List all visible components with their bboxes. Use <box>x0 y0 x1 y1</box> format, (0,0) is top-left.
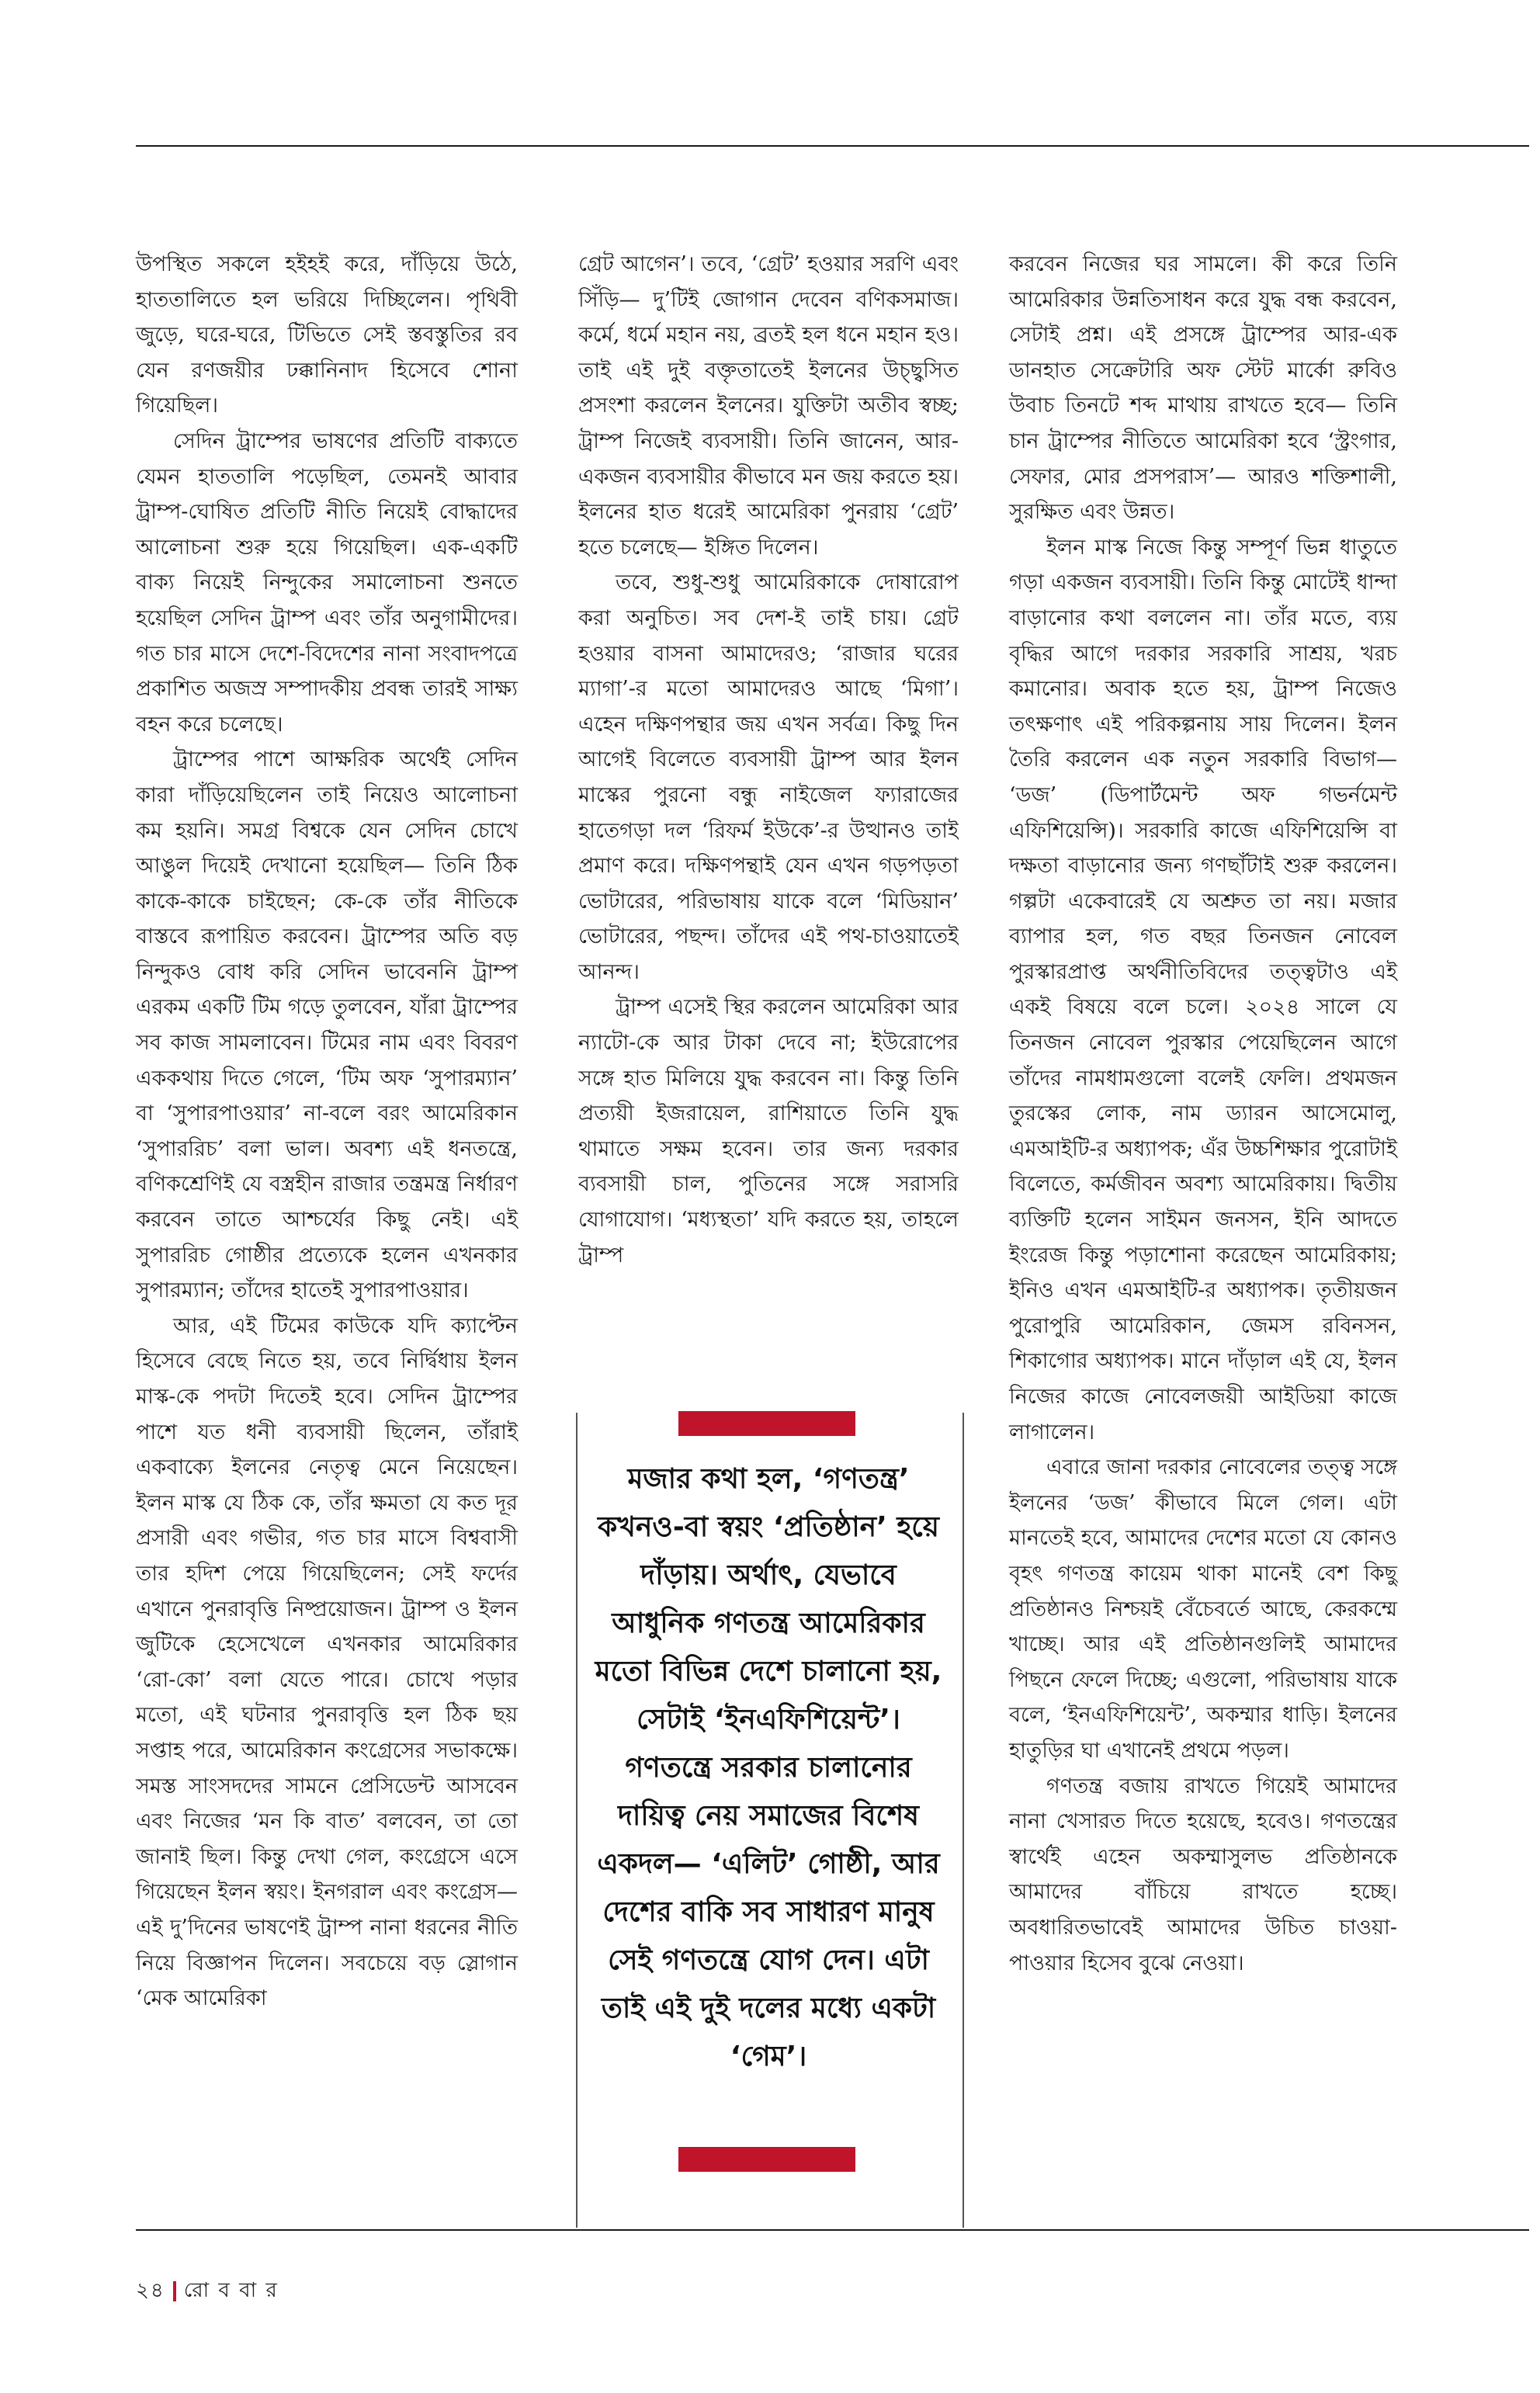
paragraph: করবেন নিজের ঘর সামলে। কী করে তিনি আমেরিকার উন্নতিসাধন করে যুদ্ধ বন্ধ করবেন, সেটাই প্রশ্ন। এই প্রসঙ্গে ট্রাম্পের আর-এক ডানহাত সেক্রেটারি অফ স্টেট মার্কো রুবিও উবাচ তিনটে শব্দ মাথায় রাখতে হবে— তিনি চান ট্রাম্পের নীতিতে আমেরিকা হবে ‘স্ট্রংগার, সেফার, মোর প্রসপরাস’— আরও শক্তিশালী, সুরক্ষিত এবং উন্নত। <box>1009 252 1397 525</box>
paragraph: সেদিন ট্রাম্পের ভাষণের প্রতিটি বাক্যতে যেমন হাততালি পড়েছিল, তেমনই আবার ট্রাম্প-ঘোষিত প্রতিটি নীতি নিয়েই বোদ্ধাদের আলোচনা শুরু হয়ে গিয়েছিল। এক-একটি বাক্য নিয়েই নিন্দুকের সমালোচনা শুনতে হয়েছিল সেদিন ট্রাম্প এবং তাঁর অনুগামীদের। গত চার মাসে দেশে-বিদেশের নানা সংবাদপত্রে প্রকাশিত অজস্র সম্পাদকীয় প্রবন্ধ তারই সাক্ষ্য বহন করে চলেছে। <box>136 428 518 737</box>
paragraph: এবারে জানা দরকার নোবেলের তত্ত্ব সঙ্গে ইলনের ‘ডজ’ কীভাবে মিলে গেল। এটা মানতেই হবে, আমাদের দেশের মতো যে কোনও বৃহৎ গণতন্ত্র কায়েম থাকা মানেই বেশ কিছু প্রতিষ্ঠানও নিশ্চয়ই বেঁচেবর্তে আছে, কেরকম্মে খাচ্ছে। আর এই প্রতিষ্ঠানগুলিই আমাদের পিছনে ফেলে দিচ্ছে; এগুলো, পরিভাষায় যাকে বলে, ‘ইনএফিশিয়েন্ট’, অকম্মার ধাড়ি। ইলনের হাতুড়ির ঘা এখানেই প্রথমে পড়ল। <box>1009 1455 1397 1763</box>
top-rule <box>136 145 1529 147</box>
paragraph: আর, এই টিমের কাউকে যদি ক্যাপ্টেন হিসেবে বেছে নিতে হয়, তবে নির্দ্বিধায় ইলন মাস্ক-কে পদটা দিতেই হবে। সেদিন ট্রাম্পের পাশে যত ধনী ব্যবসায়ী ছিলেন, তাঁরাই একবাক্যে ইলনের নেতৃত্ব মেনে নিয়েছেন। ইলন মাস্ক যে ঠিক কে, তাঁর ক্ষমতা যে কত দূর প্রসারী এবং গভীর, গত চার মাসে বিশ্ববাসী তার হদিশ পেয়ে গিয়েছিলেন; সেই ফর্দের এখানে পুনরাবৃত্তি নিষ্প্রয়োজন। ট্রাম্প ও ইলন জুটিকে হেসেখেলে এখনকার আমেরিকার ‘রো-কো’ বলা যেতে পারে। চোখে পড়ার মতো, এই ঘটনার পুনরাবৃত্তি হল ঠিক ছয় সপ্তাহ পরে, আমেরিকান কংগ্রেসের সভাকক্ষে। সমস্ত সাংসদদের সামনে প্রেসিডেন্ট আসবেন এবং নিজের ‘মন কি বাত’ বলবেন, তা তো জানাই ছিল। কিন্তু দেখা গেল, কংগ্রেসে এসে গিয়েছেন ইলন স্বয়ং। ইনগরাল এবং কংগ্রেস— এই দু’দিনের ভাষণেই ট্রাম্প নানা ধরনের নীতি নিয়ে বিজ্ঞাপন দিলেন। সবচেয়ে বড় স্লোগান ‘মেক আমেরিকা <box>136 1313 518 2011</box>
paragraph: ট্রাম্পের পাশে আক্ষরিক অর্থেই সেদিন কারা দাঁড়িয়েছিলেন তাই নিয়েও আলোচনা কম হয়নি। সমগ্র বিশ্বকে যেন সেদিন চোখে আঙুল দিয়েই দেখানো হয়েছিল— তিনি ঠিক কাকে-কাকে চাইছেন; কে-কে তাঁর নীতিকে বাস্তবে রূপায়িত করবেন। ট্রাম্পের অতি বড় নিন্দুকও বোধ করি সেদিন ভাবেননি ট্রাম্প এরকম একটি টিম গড়ে তুলবেন, যাঁরা ট্রাম্পের সব কাজ সামলাবেন। টিমের নাম এবং বিবরণ এককথায় দিতে গেলে, ‘টিম অফ ‘সুপারম্যান’ বা ‘সুপারপাওয়ার’ না-বলে বরং আমেরিকান ‘সুপাররিচ’ বলা ভাল। অবশ্য এই ধনতন্ত্রে, বণিকশ্রেণিই যে বস্ত্রহীন রাজার তন্ত্রমন্ত্র নির্ধারণ করবেন তাতে আশ্চর্যের কিছু নেই। এই সুপাররিচ গোষ্ঠীর প্রত্যেকে হলেন এখনকার সুপারম্যান; তাঁদের হাতেই সুপারপাওয়ার। <box>136 747 518 1303</box>
pull-quote-top-bar <box>678 1411 855 1436</box>
bottom-rule <box>136 2229 1529 2231</box>
paragraph: গণতন্ত্র বজায় রাখতে গিয়েই আমাদের নানা খেসারত দিতে হয়েছে, হবেও। গণতন্ত্রের স্বার্থেই এহেন অকম্মাসুলভ প্রতিষ্ঠানকে আমাদের বাঁচিয়ে রাখতে হচ্ছে। অবধারিতভাবেই আমাদের উচিত চাওয়া-পাওয়ার হিসেব বুঝে নেওয়া। <box>1009 1774 1397 1975</box>
page-footer <box>136 2274 279 2308</box>
paragraph: তবে, শুধু-শুধু আমেরিকাকে দোষারোপ করা অনুচিত। সব দেশ-ই তাই চায়। গ্রেট হওয়ার বাসনা আমাদেরও; ‘রাজার ঘরের ম্যাগা’-র মতো আমাদেরও আছে ‘মিগা’। এহেন দক্ষিণপন্থার জয় এখন সর্বত্র। কিছু দিন আগেই বিলেতে ব্যবসায়ী ট্রাম্প আর ইলন মাস্কের পুরনো বন্ধু নাইজেল ফ্যারাজের হাতেগড়া দল ‘রিফর্ম ইউকে’-র উত্থানও তাই প্রমাণ করে। দক্ষিণপন্থাই যেন এখন গড়পড়তা ভোটারের, পরিভাষায় যাকে বলে ‘মিডিয়ান’ ভোটারের, পছন্দ। তাঁদের এই পথ-চাওয়াতেই আনন্দ। <box>578 571 959 984</box>
article-column-3 <box>1009 247 1397 1981</box>
pull-quote-left-rule <box>576 1413 578 2228</box>
magazine-name: রো ব বা র <box>183 2279 279 2302</box>
paragraph: গ্রেট আগেন’। তবে, ‘গ্রেট’ হওয়ার সরণি এবং সিঁড়ি— দু’টিই জোগান দেবেন বণিকসমাজ। কর্মে, ধর্মে মহান নয়, ব্রতই হল ধনে মহান হও। তাই এই দুই বক্তৃতাতেই ইলনের উচ্ছ্বসিত প্রসংশা করলেন ইলনের। যুক্তিটা অতীব স্বচ্ছ; ট্রাম্প নিজেই ব্যবসায়ী। তিনি জানেন, আর-একজন ব্যবসায়ীর কীভাবে মন জয় করতে হয়। ইলনের হাত ধরেই আমেরিকা পুনরায় ‘গ্রেট’ হতে চলেছে— ইঙ্গিত দিলেন। <box>578 252 959 560</box>
footer-separator <box>173 2281 176 2301</box>
article-column-1 <box>136 247 518 2017</box>
paragraph: ট্রাম্প এসেই স্থির করলেন আমেরিকা আর ন্যাটো-কে আর টাকা দেবে না; ইউরোপের সঙ্গে হাত মিলিয়ে যুদ্ধ করবেন না। কিন্তু তিনি প্রত্যয়ী ইজরায়েল, রাশিয়াতে তিনি যুদ্ধ থামাতে সক্ষম হবেন। তার জন্য দরকার ব্যবসায়ী চাল, পুতিনের সঙ্গে সরাসরি যোগাযোগ। ‘মধ্যস্থতা’ যদি করতে হয়, তাহলে ট্রাম্প <box>578 995 959 1268</box>
article-column-2 <box>578 247 959 1384</box>
pull-quote-bottom-bar <box>678 2147 855 2172</box>
paragraph: ইলন মাস্ক নিজে কিন্তু সম্পূর্ণ ভিন্ন ধাতুতে গড়া একজন ব্যবসায়ী। তিনি কিন্তু মোটেই ধান্দা বাড়ানোর কথা বললেন না। তাঁর মতে, ব্যয় বৃদ্ধির আগে দরকার সরকারি সাশ্রয়, খরচ কমানোর। অবাক হতে হয়, ট্রাম্প নিজেও তৎক্ষণাৎ এই পরিকল্পনায় সায় দিলেন। ইলন তৈরি করলেন এক নতুন সরকারি বিভাগ— ‘ডজ’ (ডিপার্টমেন্ট অফ গভর্নমেন্ট এফিশিয়েন্সি)। সরকারি কাজে এফিশিয়েন্সি বা দক্ষতা বাড়ানোর জন্য গণছাঁটাই শুরু করলেন। গল্পটা একেবারেই যে অশ্রুত তা নয়। মজার ব্যাপার হল, গত বছর তিনজন নোবেল পুরস্কারপ্রাপ্ত অর্থনীতিবিদের তত্ত্বটাও এই একই বিষয়ে বলে চলে। ২০২৪ সালে যে তিনজন নোবেল পুরস্কার পেয়েছিলেন আগে তাঁদের নামধামগুলো বলেই ফেলি। প্রথমজন তুরস্কের লোক, নাম ড্যারন আসেমোলু, এমআইটি-র অধ্যাপক; এঁর উচ্চশিক্ষার পুরোটাই বিলেতে, কর্মজীবন অবশ্য আমেরিকায়। দ্বিতীয় ব্যক্তিটি হলেন সাইমন জনসন, ইনি আদতে ইংরেজ কিন্তু পড়াশোনা করেছেন আমেরিকায়; ইনিও এখন এমআইটি-র অধ্যাপক। তৃতীয়জন পুরোপুরি আমেরিকান, জেমস রবিনসন, শিকাগোর অধ্যাপক। মানে দাঁড়াল এই যে, ইলন নিজের কাজে নোবেলজয়ী আইডিয়া কাজে লাগালেন। <box>1009 535 1397 1444</box>
page-number: ২৪ <box>136 2279 165 2302</box>
pull-quote-right-rule <box>962 1413 964 2228</box>
paragraph: উপস্থিত সকলে হইহই করে, দাঁড়িয়ে উঠে, হাততালিতে হল ভরিয়ে দিচ্ছিলেন। পৃথিবী জুড়ে, ঘরে-ঘরে, টিভিতে সেই স্তবস্তুতির রব যেন রণজয়ীর ঢক্কানিনাদ হিসেবে শোনা গিয়েছিল। <box>136 252 518 418</box>
pull-quote: মজার কথা হল, ‘গণতন্ত্র’ কখনও-বা স্বয়ং ‘প্রতিষ্ঠান’ হয়ে দাঁড়ায়। অর্থাৎ, যেভাবে আধুনিক গণতন্ত্র আমেরিকার মতো বিভিন্ন দেশে চালানো হয়, সেটাই ‘ইনএফিশিয়েন্ট’। গণতন্ত্রে সরকার চালানোর দায়িত্ব নেয় সমাজের বিশেষ একদল— ‘এলিট’ গোষ্ঠী, আর দেশের বাকি সব সাধারণ মানুষ সেই গণতন্ত্রে যোগ দেন। এটা তাই এই দুই দলের মধ্যে একটা ‘গেম’। <box>595 1463 942 2072</box>
